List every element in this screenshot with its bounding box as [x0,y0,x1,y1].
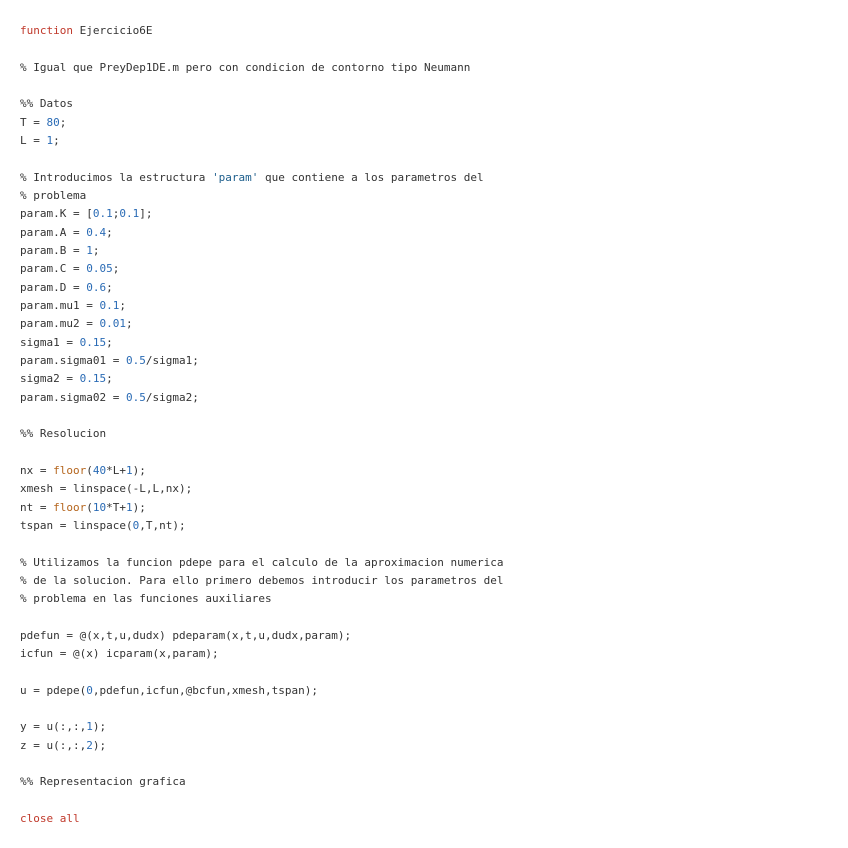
code-line[interactable] [20,95,503,113]
code-token-text: ; [106,280,113,294]
code-line[interactable] [20,535,503,553]
code-token-text: *L+ [106,463,126,477]
code-token-text: param.B = [20,243,87,257]
code-token-text: ; [53,133,60,147]
code-token-text: param.C = [20,262,87,276]
code-token-text: Ejercicio6E [72,24,153,37]
code-token-comment: %% Resolucion [20,427,107,441]
code-line[interactable] [20,645,503,663]
code-token-text: ; [106,225,113,239]
code-token-text: param.D = [20,280,87,294]
code-token-text: ( [86,500,93,514]
code-token-number: 0 [86,683,93,697]
code-token-text: nt = [20,500,54,514]
code-line[interactable] [20,389,503,407]
code-token-comment: %% Datos [20,97,73,111]
code-token-number: 0.5 [125,390,146,404]
code-token-comment: % Utilizamos la funcion pdepe para el calculo de la aproximacion numerica [20,555,504,569]
code-token-text: ; [112,207,120,221]
code-line[interactable] [20,554,503,572]
code-line[interactable] [20,59,503,77]
code-line[interactable] [20,279,503,297]
code-token-number: 0.15 [79,335,107,349]
code-listing[interactable] [20,22,503,828]
code-token-comment: % problema [20,188,87,202]
code-line[interactable] [20,132,503,150]
code-line[interactable] [20,755,503,773]
code-token-text: ]; [139,207,153,221]
code-token-number: 10 [92,500,107,514]
code-token-text: param.mu1 = [20,298,100,312]
code-line[interactable] [20,370,503,388]
code-token-text: param.K = [ [20,207,93,221]
code-token-text: pdefun = @(x,t,u,dudx) pdeparam(x,t,u,dudx,param); [20,628,352,642]
code-line[interactable] [20,773,503,791]
code-token-text: sigma1 = [20,335,80,349]
code-token-comment: % Introducimos la estructura [20,170,213,184]
code-token-number: 40 [92,463,107,477]
code-line[interactable] [20,334,503,352]
code-line[interactable] [20,187,503,205]
code-token-text: ; [119,298,126,312]
code-token-number: 1 [86,243,93,257]
code-token-text: /sigma2; [145,390,199,404]
code-token-text: ); [132,463,146,477]
code-line[interactable] [20,462,503,480]
code-line[interactable] [20,444,503,462]
code-token-keyword: close all [20,812,80,826]
code-line[interactable] [20,22,503,40]
code-token-number: 0.1 [92,207,113,221]
code-token-number: 0.15 [79,372,107,386]
code-token-text: ); [92,720,107,734]
code-token-number: 0 [132,518,140,532]
code-token-text: ); [132,500,146,514]
code-line[interactable] [20,700,503,718]
code-line[interactable] [20,682,503,700]
code-token-string: 'param' [212,170,259,184]
code-line[interactable] [20,205,503,223]
code-token-builtin: floor [53,463,87,477]
code-token-comment: que contiene a los parametros del [258,170,484,184]
code-token-comment: % problema en las funciones auxiliares [20,592,272,606]
code-line[interactable] [20,242,503,260]
code-token-number: 2 [86,738,93,752]
code-token-number: 1 [126,463,133,477]
code-line[interactable] [20,260,503,278]
code-token-number: 1 [126,500,133,514]
code-token-text: ; [59,115,67,129]
code-line[interactable] [20,499,503,517]
code-token-text: ; [106,372,113,386]
code-token-number: 1 [46,133,54,147]
code-line[interactable] [20,737,503,755]
code-token-text: ( [86,463,93,477]
code-token-text: *T+ [106,500,126,514]
code-token-text: ); [92,738,107,752]
code-line[interactable] [20,40,503,58]
code-token-text: icfun = @(x) icparam(x,param); [20,647,219,661]
code-token-text: ; [106,335,113,349]
code-token-text: param.sigma01 = [20,353,126,367]
code-token-text: u = pdepe( [20,683,87,697]
code-token-text: tspan = linspace( [20,518,133,532]
code-line[interactable] [20,572,503,590]
code-token-comment: %% Representacion grafica [20,775,186,789]
code-token-text: z = u(:,:, [20,738,87,752]
code-token-number: 0.1 [119,207,140,221]
code-line[interactable] [20,315,503,333]
code-token-text: sigma2 = [20,372,80,386]
code-token-number: 1 [86,720,93,734]
code-token-text: ; [112,262,120,276]
code-line[interactable] [20,407,503,425]
code-token-text: ; [92,243,100,257]
code-token-text: param.sigma02 = [20,390,126,404]
code-line[interactable] [20,77,503,95]
code-line[interactable] [20,150,503,168]
code-token-number: 0.1 [99,298,120,312]
code-line[interactable] [20,517,503,535]
code-token-number: 0.6 [86,280,107,294]
code-token-text: nx = [20,463,54,477]
code-line[interactable] [20,718,503,736]
code-line[interactable] [20,627,503,645]
code-token-text: ; [125,317,133,331]
code-token-number: 0.01 [99,317,126,331]
code-line[interactable] [20,169,503,187]
code-token-text: T = [20,115,47,129]
code-token-text: ,pdefun,icfun,@bcfun,xmesh,tspan); [92,683,319,697]
code-token-text: ,T,nt); [139,518,186,532]
code-line[interactable] [20,297,503,315]
code-token-builtin: floor [53,500,87,514]
code-token-text: param.A = [20,225,87,239]
code-line[interactable] [20,810,503,828]
code-token-comment: % de la solucion. Para ello primero debemos introducir los parametros del [20,573,504,587]
code-line[interactable] [20,352,503,370]
code-token-text: xmesh = linspace(-L,L,nx); [20,482,193,496]
code-token-number: 0.4 [86,225,107,239]
code-line[interactable] [20,663,503,681]
code-line[interactable] [20,224,503,242]
code-line[interactable] [20,609,503,627]
code-token-text: y = u(:,:, [20,720,87,734]
code-token-text: param.mu2 = [20,317,100,331]
code-token-text: /sigma1; [145,353,199,367]
code-token-text: L = [20,133,47,147]
code-line[interactable] [20,590,503,608]
code-line[interactable] [20,792,503,810]
code-line[interactable] [20,425,503,443]
code-token-comment: % Igual que PreyDep1DE.m pero con condicion de contorno tipo Neumann [20,60,471,74]
code-token-number: 0.5 [125,353,146,367]
code-line[interactable] [20,480,503,498]
code-line[interactable] [20,114,503,132]
code-token-number: 0.05 [86,262,113,276]
code-token-keyword: function [20,24,73,37]
code-token-number: 80 [46,115,60,129]
